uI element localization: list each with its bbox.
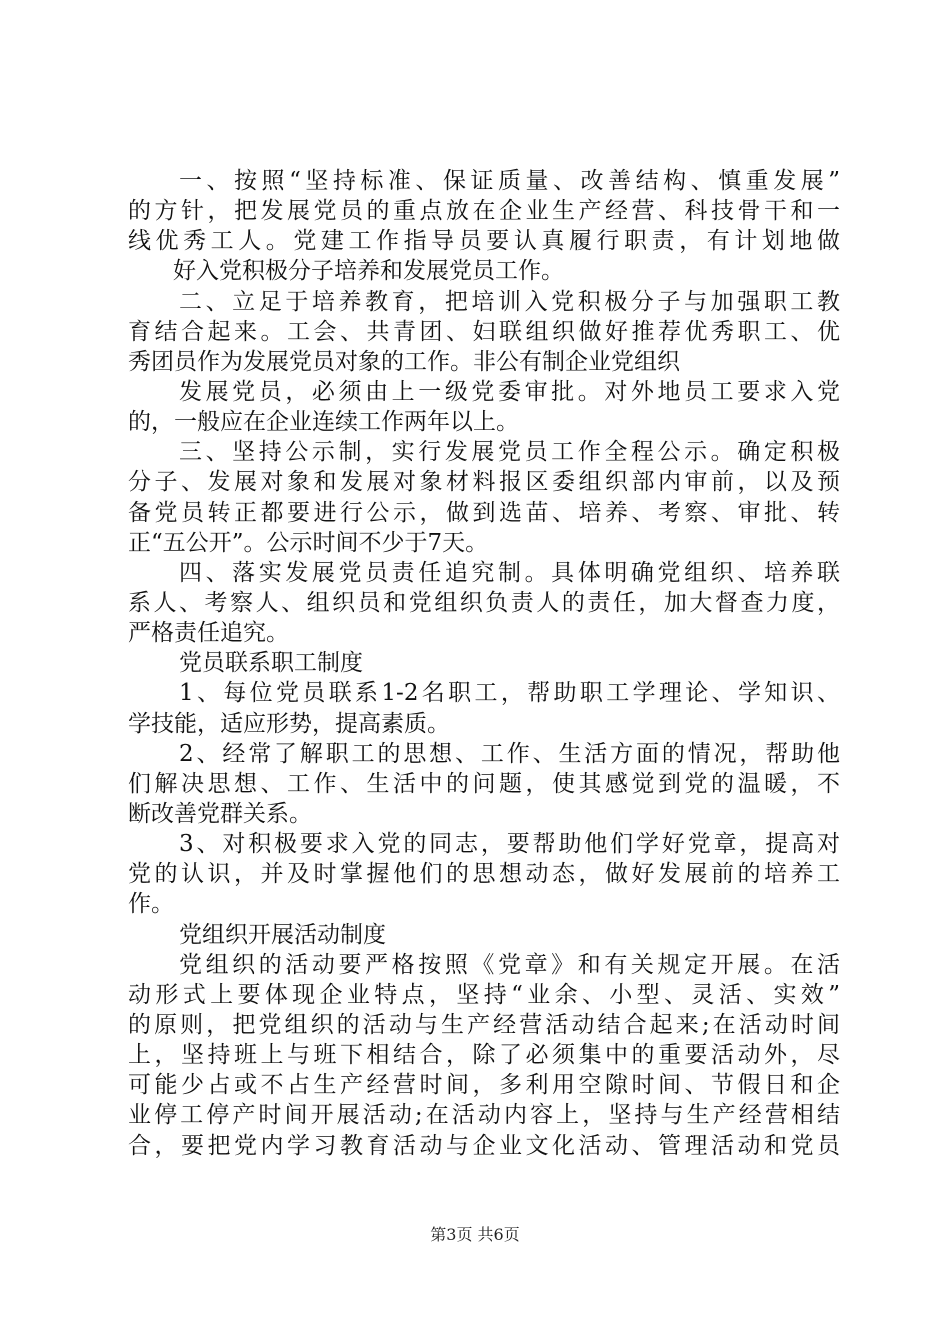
text-line: 一、按照“坚持标准、保证质量、改善结构、慎重发展” [179, 168, 840, 194]
text-line: 1、每位党员联系1-2名职工，帮助职工学理论、学知识、 [179, 680, 840, 707]
text-line: 的方针，把发展党员的重点放在企业生产经营、科技骨干和一 [128, 198, 840, 225]
text-line: 动形式上要体现企业特点，坚持“业余、小型、灵活、实效” [128, 981, 840, 1008]
text-line: 好入党积极分子培养和发展党员工作。 [173, 258, 564, 285]
text-line: 的，一般应在企业连续工作两年以上。 [128, 409, 519, 436]
text-line: 党组织开展活动制度 [179, 921, 386, 948]
text-line: 作。 [128, 891, 174, 918]
text-line: 3、对积极要求入党的同志，要帮助他们学好党章，提高对 [179, 831, 840, 858]
text-line: 可能少占或不占生产经营时间，多利用空隙时间、节假日和企 [128, 1072, 840, 1099]
text-line: 2、经常了解职工的思想、工作、生活方面的情况，帮助他 [179, 740, 840, 767]
text-line: 业停工停产时间开展活动;在活动内容上，坚持与生产经营相结 [128, 1102, 840, 1129]
text-line: 二、立足于培养教育，把培训入党积极分子与加强职工教 [179, 288, 840, 315]
text-line: 育结合起来。工会、共青团、妇联组织做好推荐优秀职工、优 [128, 318, 840, 345]
text-line: 上，坚持班上与班下相结合，除了必须集中的重要活动外，尽 [128, 1042, 840, 1069]
text-line: 们解决思想、工作、生活中的问题，使其感觉到党的温暖，不 [128, 770, 840, 797]
text-line: 正“五公开”。公示时间不少于7天。 [128, 529, 489, 556]
page-footer: 第3页 共6页 [430, 1225, 520, 1244]
text-line: 四、落实发展党员责任追究制。具体明确党组织、培养联 [179, 559, 840, 586]
text-line: 秀团员作为发展党员对象的工作。非公有制企业党组织 [128, 348, 680, 375]
text-line: 学技能，适应形势，提高素质。 [128, 710, 450, 737]
text-line: 分子、发展对象和发展对象材料报区委组织部内审前，以及预 [128, 469, 840, 496]
text-line: 线优秀工人。党建工作指导员要认真履行职责，有计划地做 [128, 228, 840, 255]
text-line: 党组织的活动要严格按照《党章》和有关规定开展。在活 [179, 951, 840, 978]
text-line: 的原则，把党组织的活动与生产经营活动结合起来;在活动时间 [128, 1011, 840, 1038]
text-line: 断改善党群关系。 [128, 800, 312, 827]
text-line: 系人、考察人、组织员和党组织负责人的责任，加大督查力度， [128, 589, 840, 616]
text-line: 合，要把党内学习教育活动与企业文化活动、管理活动和党员 [128, 1132, 840, 1159]
text-line: 党的认识，并及时掌握他们的思想动态，做好发展前的培养工 [128, 861, 840, 888]
text-line: 严格责任追究。 [128, 620, 289, 647]
document-body [128, 166, 840, 1161]
text-line: 三、坚持公示制，实行发展党员工作全程公示。确定积极 [179, 439, 840, 466]
text-line: 备党员转正都要进行公示，做到选苗、培养、考察、审批、转 [128, 499, 840, 526]
text-line: 党员联系职工制度 [179, 650, 363, 677]
text-line: 发展党员，必须由上一级党委审批。对外地员工要求入党 [179, 378, 840, 405]
